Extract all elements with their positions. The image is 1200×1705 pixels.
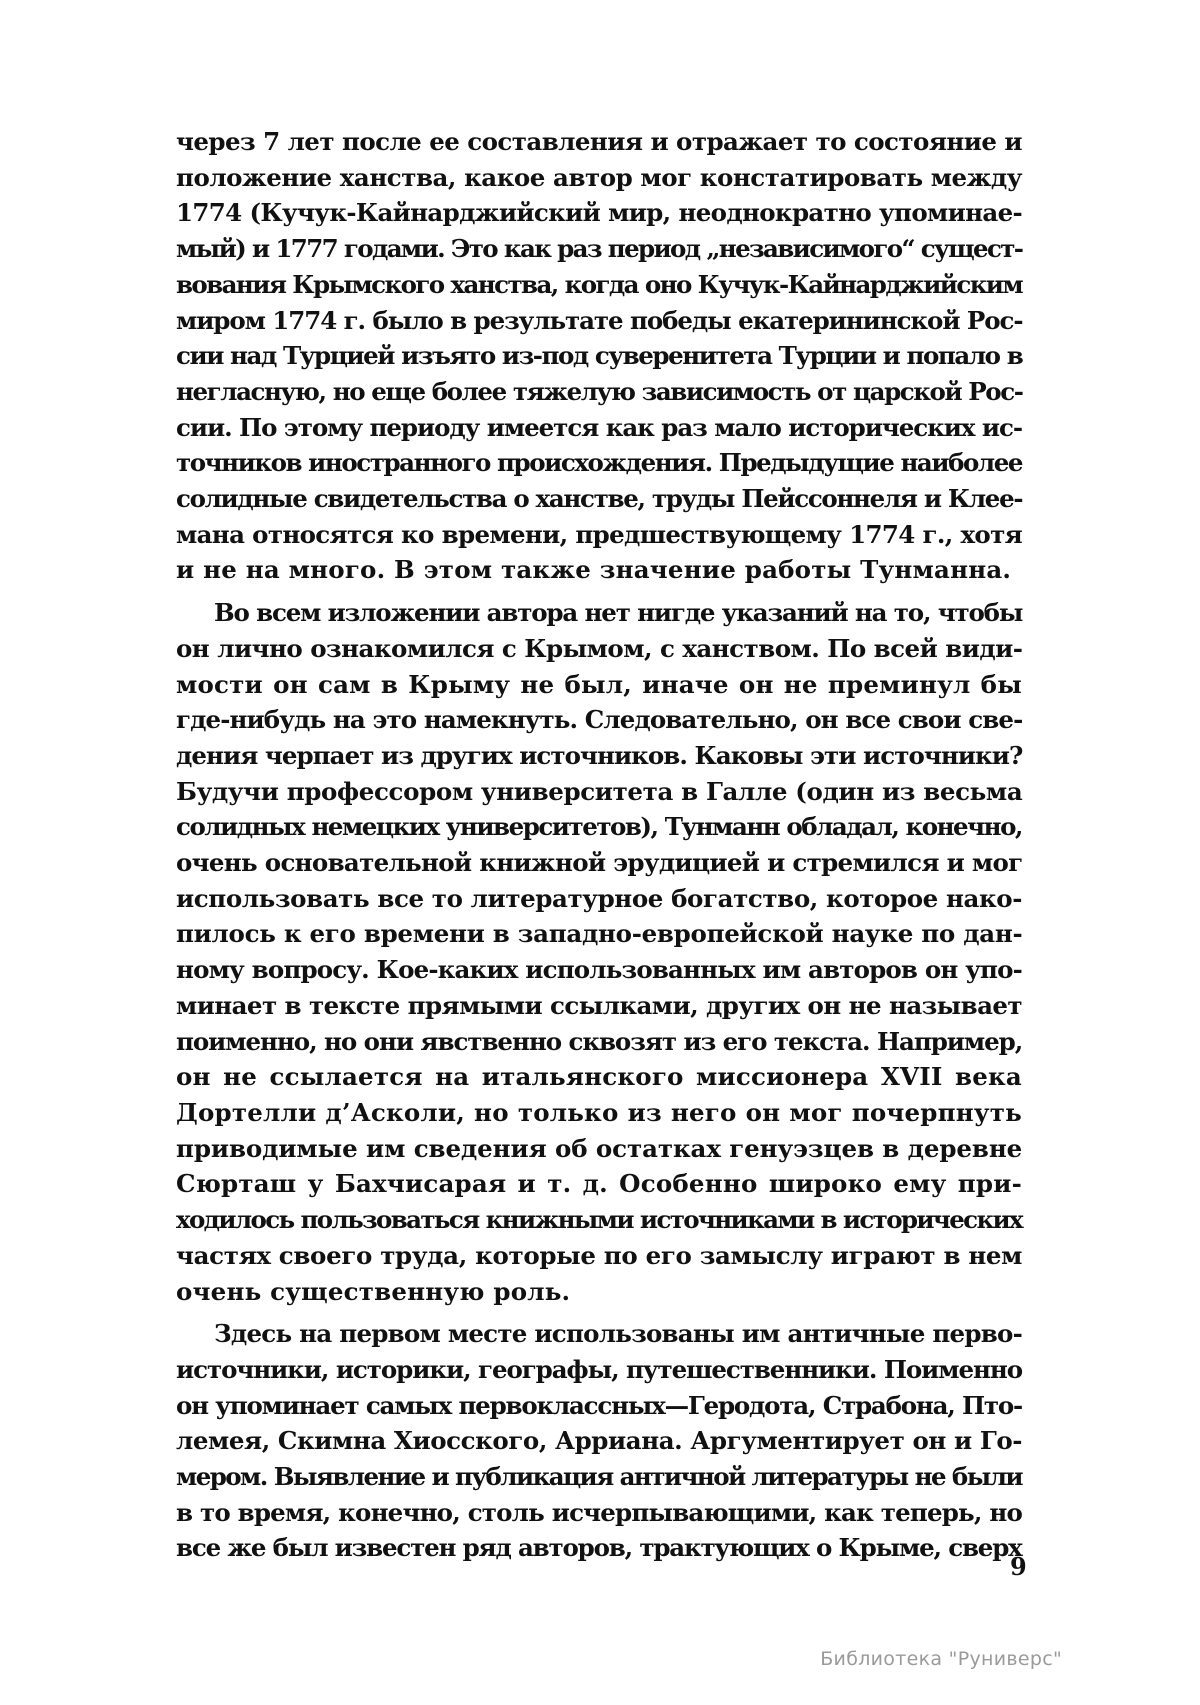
text-line: точников иностранного происхождения. Предыдущие наиболее [176, 448, 1023, 478]
text-line: ному вопросу. Кое-каких использованных им авторов он упо- [176, 955, 1022, 985]
text-line: использовать все то литературное богатство, которое нако- [176, 883, 1023, 913]
text-line: где-нибудь на это намекнуть. Следовательно, он все свои све- [176, 705, 1023, 735]
library-watermark: Библиотека "Руниверс" [820, 1648, 1062, 1670]
text-line: мый) и 1777 годами. Это как раз период „независимого“ сущест- [176, 234, 1023, 264]
text-line: он не ссылается на итальянского миссионера XVII века [176, 1062, 1022, 1092]
text-line: положение ханства, какое автор мог констатировать между [176, 162, 1022, 192]
text-line: солидных немецких университетов), Тунманн обладал, конечно, [176, 812, 1022, 842]
text-line: ходилось пользоваться книжными источниками в исторических [176, 1205, 1022, 1235]
text-line: поименно, но они явственно сквозят из его текста. Например, [176, 1026, 1023, 1056]
text-line: частях своего труда, которые по его замыслу играют в нем [176, 1240, 1023, 1270]
text-line: в то время, конечно, столь исчерпывающими, как теперь, но [176, 1497, 1022, 1527]
text-line: солидные свидетельства о ханстве, труды Пейссоннеля и Клее- [176, 484, 1023, 514]
text-line: Будучи профессором университета в Галле (один из весьма [176, 776, 1023, 806]
paragraph [176, 595, 1022, 1309]
text-line: источники, историки, географы, путешественники. Поименно [176, 1354, 1022, 1384]
text-line: 1774 (Кучук-Кайнарджийский мир, неоднократно упоминае- [176, 198, 1022, 228]
text-line: минает в тексте прямыми ссылками, других он не называет [176, 990, 1022, 1020]
text-line: приводимые им сведения об остатках генуэзцев в деревне [176, 1133, 1023, 1163]
paragraph [176, 1316, 1022, 1566]
paragraph [176, 124, 1022, 588]
text-line: Во всем изложении автора нет нигде указаний на то, чтобы [214, 598, 1023, 628]
text-line: Сюрташ у Бахчисарая и т. д. Особенно широко ему при- [176, 1169, 1022, 1199]
body-text [176, 124, 1022, 1573]
text-line: негласную, но еще более тяжелую зависимость от царской Рос- [176, 376, 1023, 406]
page-number: 9 [1010, 1552, 1027, 1581]
text-line: сии над Турцией изъято из-под суверенитета Турции и попало в [176, 341, 1023, 371]
text-line: очень основательной книжной эрудицией и стремился и мог [176, 848, 1023, 878]
text-line: сии. По этому периоду имеется как раз мало исторических ис- [176, 412, 1022, 442]
text-line: мером. Выявление и публикация античной литературы не были [176, 1462, 1022, 1492]
text-line: Здесь на первом месте использованы им античные перво- [214, 1319, 1022, 1349]
text-line: вования Крымского ханства, когда оно Кучук-Кайнарджийским [176, 269, 1023, 299]
text-line: миром 1774 г. было в результате победы екатерининской Рос- [176, 305, 1023, 335]
text-line: и не на много. В этом также значение работы Тунманна. [176, 555, 1012, 585]
text-line: он упоминает самых первоклассных—Геродота, Страбона, Пто- [176, 1390, 1022, 1420]
text-line: через 7 лет после ее составления и отражает то состояние и [176, 127, 1022, 156]
text-line: дения черпает из других источников. Каковы эти источники? [176, 740, 1023, 770]
text-line: Дортелли д’Асколи, но только из него он мог почерпнуть [176, 1097, 1022, 1127]
text-line: он лично ознакомился с Крымом, с ханством. По всей види- [176, 633, 1023, 663]
text-line: все же был известен ряд авторов, трактующих о Крыме, сверх [176, 1533, 1022, 1563]
text-line: мости он сам в Крыму не был, иначе он не преминул бы [176, 669, 1022, 699]
text-line: очень существенную роль. [176, 1276, 571, 1306]
text-line: пилось к его времени в западно-европейской науке по дан- [176, 919, 1023, 949]
text-line: мана относятся ко времени, предшествующему 1774 г., хотя [176, 519, 1022, 549]
text-line: лемея, Скимна Хиосского, Арриана. Аргументирует он и Го- [176, 1426, 1022, 1456]
